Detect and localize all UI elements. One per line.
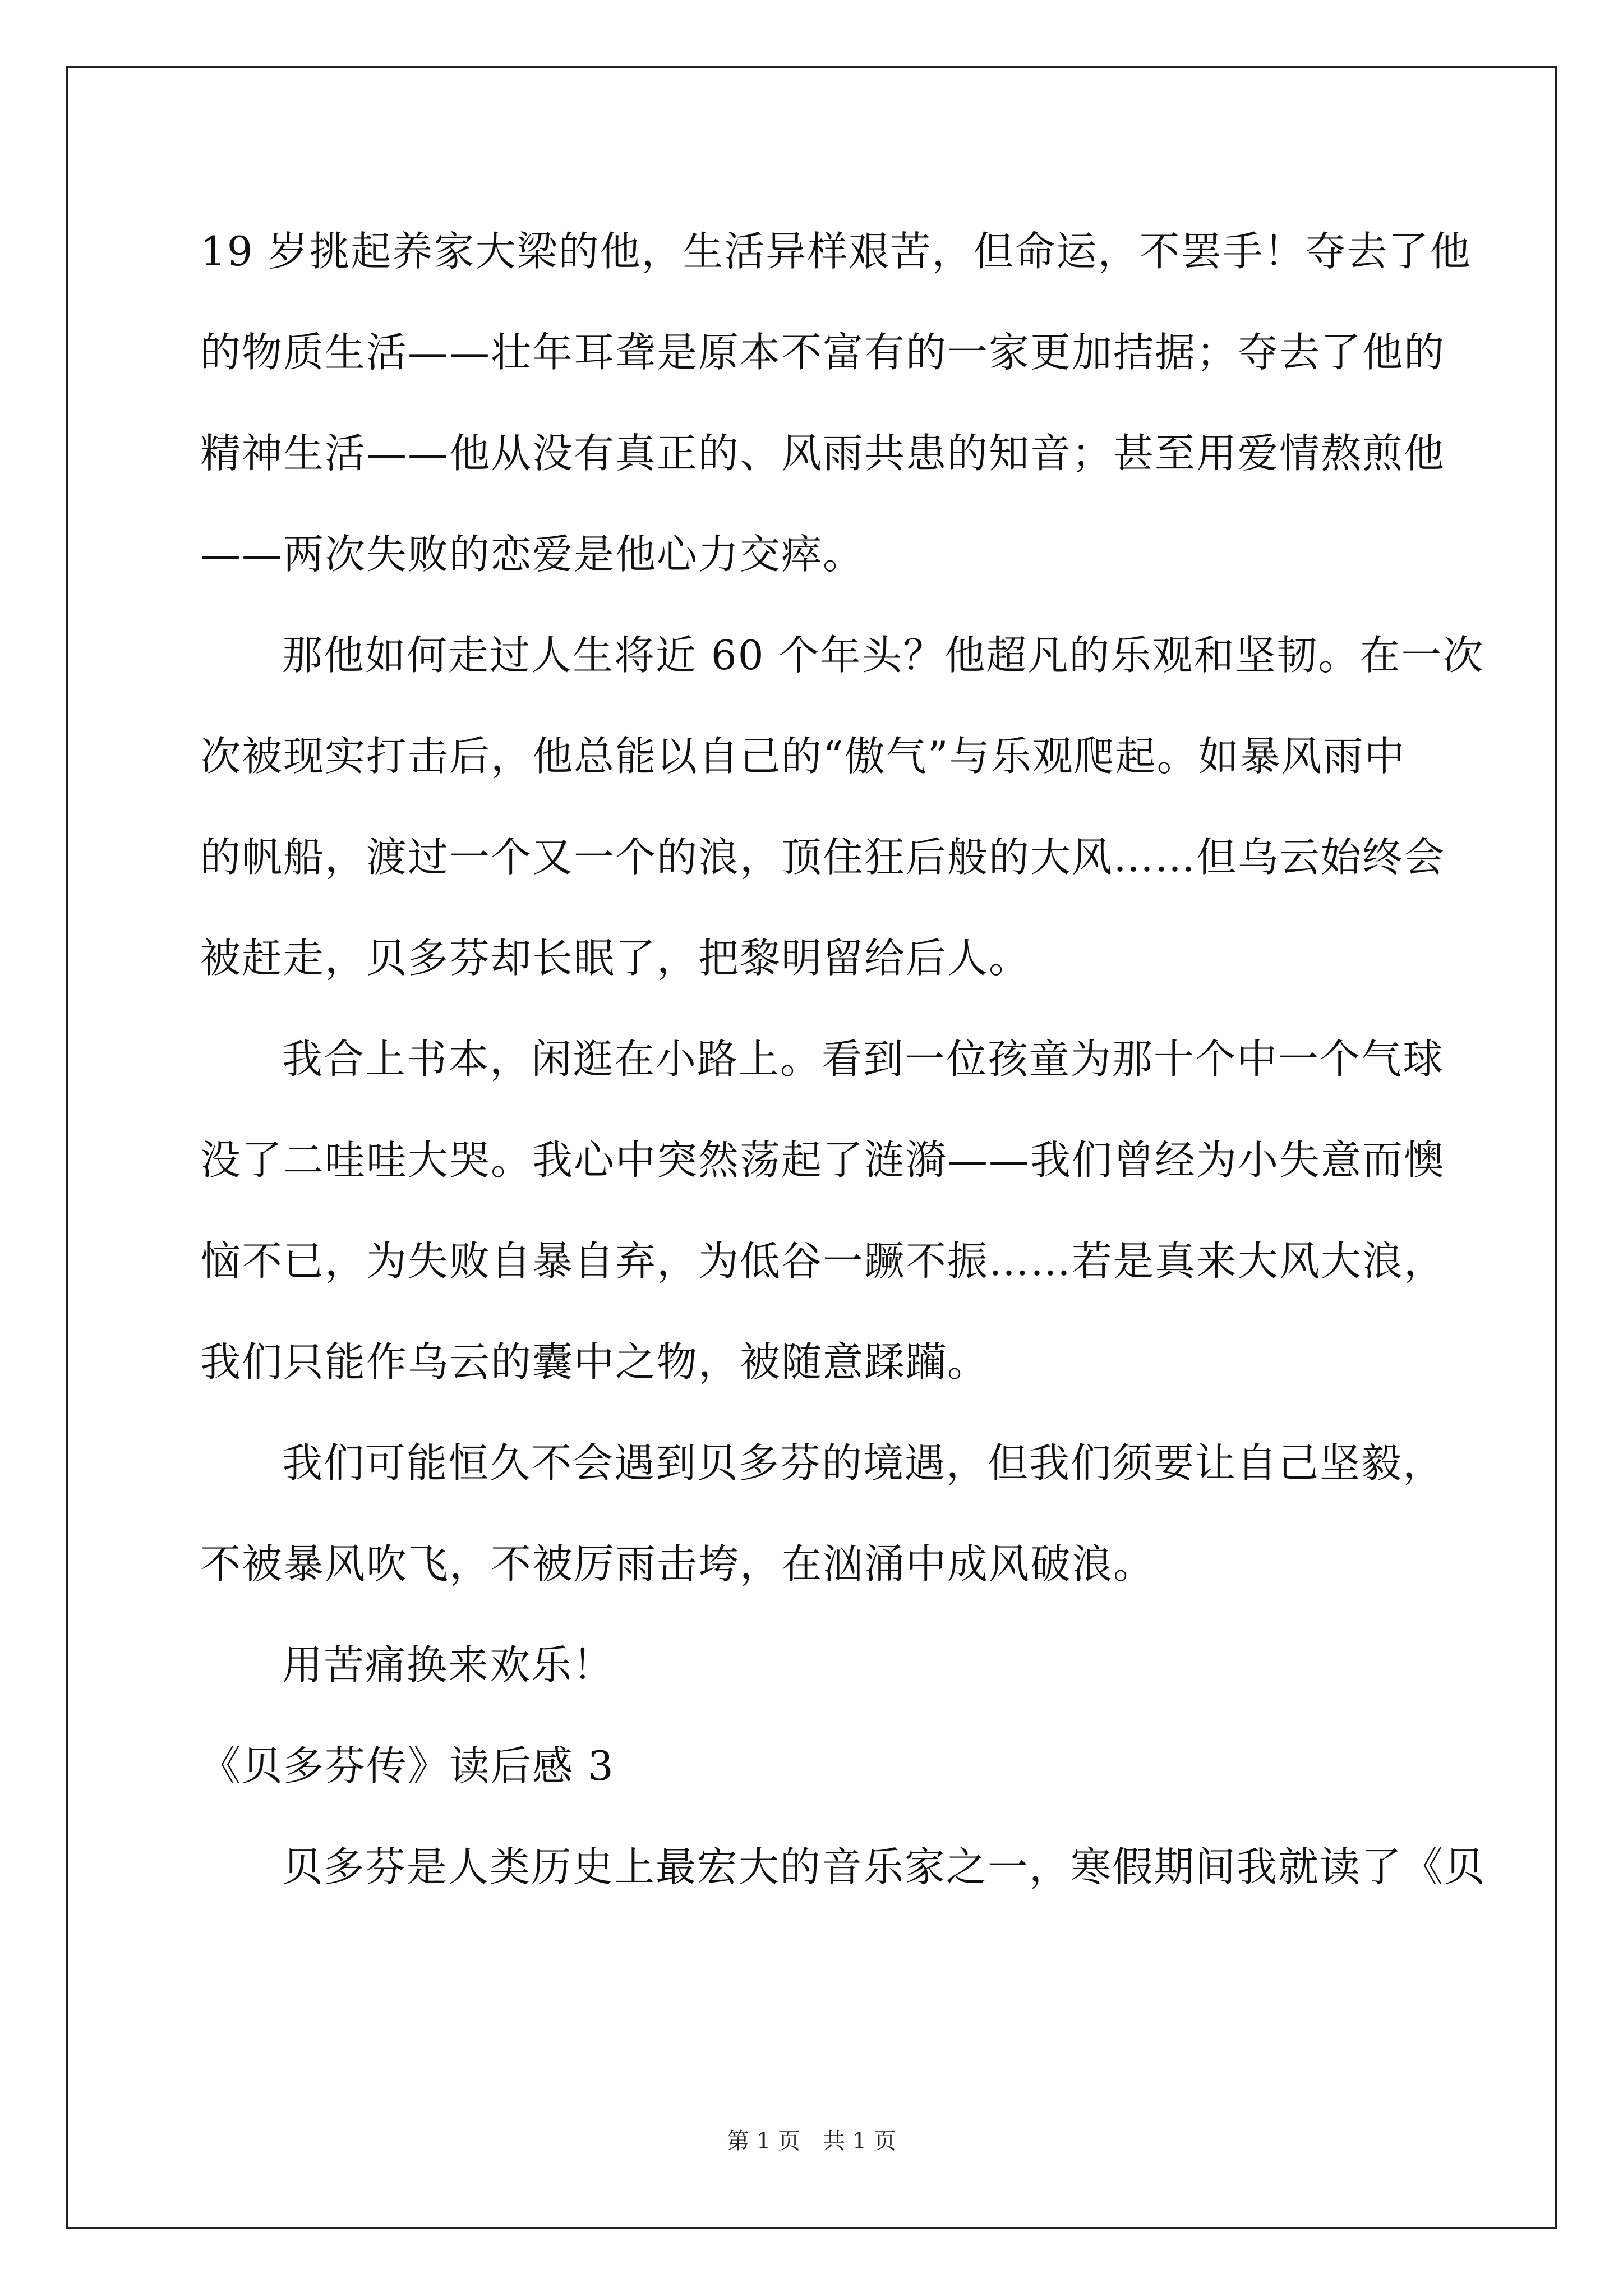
text-line: 没了二哇哇大哭。我心中突然荡起了涟漪——我们曾经为小失意而懊: [200, 1137, 1446, 1184]
text-line: 次被现实打击后，他总能以自己的“傲气”与乐观爬起。如暴风雨中: [200, 733, 1406, 780]
text-line: 贝多芬是人类历史上最宏大的音乐家之一，寒假期间我就读了《贝: [282, 1843, 1486, 1890]
text-line: 我合上书本，闲逛在小路上。看到一位孩童为那十个中一个气球: [282, 1036, 1445, 1083]
text-line: 19 岁挑起养家大梁的他，生活异样艰苦，但命运，不罢手！夺去了他: [200, 228, 1472, 275]
text-line: 用苦痛换来欢乐！: [282, 1641, 615, 1688]
text-line: 恼不已，为失败自暴自弃，为低谷一蹶不振……若是真来大风大浪，: [200, 1237, 1446, 1285]
text-line: 不被暴风吹飞，不被厉雨击垮，在汹涌中成风破浪。: [200, 1540, 1155, 1588]
text-line: 那他如何走过人生将近 60 个年头？他超凡的乐观和坚韧。在一次: [282, 632, 1484, 679]
text-line: 我们只能作乌云的囊中之物，被随意蹂躏。: [200, 1338, 989, 1386]
section-heading: 《贝多芬传》读后感 3: [200, 1742, 615, 1789]
page-footer: 第 1 页 共 1 页: [727, 2128, 896, 2154]
text-line: 的帆船，渡过一个又一个的浪，顶住狂后般的大风……但乌云始终会: [200, 834, 1446, 881]
text-line: 的物质生活——壮年耳聋是原本不富有的一家更加拮据；夺去了他的: [200, 329, 1446, 376]
text-line: 我们可能恒久不会遇到贝多芬的境遇，但我们须要让自己坚毅，: [282, 1439, 1445, 1487]
text-line: 被赶走，贝多芬却长眠了，把黎明留给后人。: [200, 935, 1031, 982]
text-line: 精神生活——他从没有真正的、风雨共患的知音；甚至用爱情熬煎他: [200, 430, 1446, 477]
document-body: [200, 218, 1486, 1934]
text-line: ——两次失败的恋爱是他心力交瘁。: [200, 531, 865, 578]
